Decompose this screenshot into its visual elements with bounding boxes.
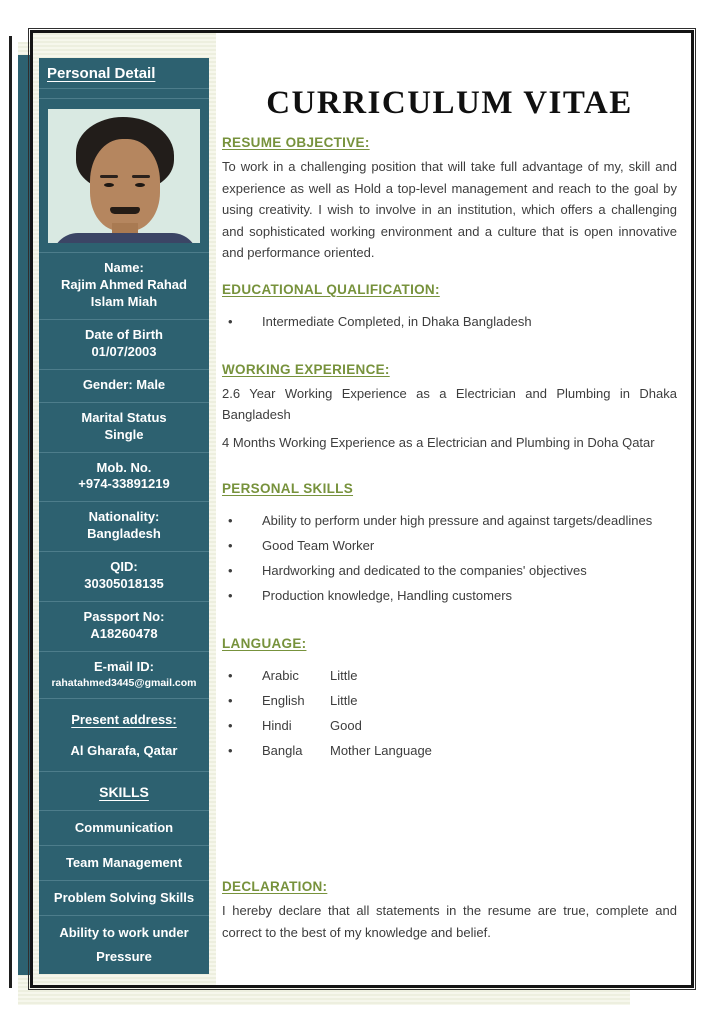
skills-header-label: SKILLS <box>99 783 149 800</box>
field-marital-value: Single <box>104 426 144 442</box>
bullet-icon: • <box>228 563 233 578</box>
bullet-icon: • <box>228 718 233 733</box>
photo-eyebrow-left <box>100 175 118 178</box>
field-qid-value: 30305018135 <box>84 576 164 592</box>
field-passport <box>39 601 209 651</box>
declaration-heading: DECLARATION: <box>222 879 328 894</box>
personal-skill-row <box>222 585 677 606</box>
cv-page <box>30 30 694 988</box>
skill-item <box>39 915 209 974</box>
field-name-value: Rajim Ahmed Rahad Islam Miah <box>61 277 187 310</box>
field-marital-label: Marital Status <box>81 409 167 425</box>
scan-shadow-line <box>9 36 12 988</box>
field-mobile <box>39 452 209 502</box>
field-nationality-label: Nationality: <box>88 509 160 525</box>
working-experience-heading: WORKING EXPERIENCE: <box>222 361 390 377</box>
resume-objective-text: To work in a challenging position that will take full advantage of my, skill and experience as well as Hold a top-level management and reach to the goal by using creativity. I wish to involve in an institution, which offers a challenging and sophisticated working environment and a culture that is open innovative and performance oriented. <box>222 159 677 260</box>
bullet-icon: • <box>228 513 233 528</box>
field-email <box>39 651 209 698</box>
photo-eye-left <box>104 183 114 187</box>
skill-item <box>39 880 209 915</box>
cv-main-content <box>216 33 691 985</box>
language-level: Little <box>330 668 358 683</box>
field-dob-label: Date of Birth <box>85 327 163 343</box>
language-heading: LANGUAGE: <box>222 636 307 651</box>
personal-skills-heading: PERSONAL SKILLS <box>222 481 354 496</box>
field-name-label: Name: <box>104 260 144 276</box>
education-bullet-row <box>222 311 677 332</box>
present-address-label: Present address: <box>71 711 177 727</box>
field-date-of-birth <box>39 319 209 369</box>
education-heading: EDUCATIONAL QUALIFICATION: <box>222 281 440 297</box>
field-passport-value: A18260478 <box>90 625 158 641</box>
personal-skill-row <box>222 535 677 556</box>
skill-work-under-pressure: Ability to work under Pressure <box>59 924 189 964</box>
language-name: English <box>262 693 305 708</box>
field-gender-label: Gender: Male <box>82 376 166 392</box>
personal-skill-text: Ability to perform under high pressure and against targets/deadlines <box>262 513 653 528</box>
field-marital-status <box>39 402 209 452</box>
field-dob-value: 01/07/2003 <box>91 344 157 360</box>
field-qid <box>39 551 209 601</box>
language-name: Hindi <box>262 718 292 733</box>
language-level: Little <box>330 693 358 708</box>
sidebar-header-label: Personal Detail <box>47 65 156 82</box>
personal-skill-text: Hardworking and dedicated to the companies' objectives <box>262 563 587 578</box>
field-mobile-value: +974-33891219 <box>78 476 170 492</box>
bullet-icon: • <box>228 538 233 553</box>
page-title: CURRICULUM VITAE <box>266 85 633 121</box>
bullet-icon: • <box>228 693 233 708</box>
present-address-block <box>39 698 209 771</box>
skill-item <box>39 810 209 845</box>
declaration-text: I hereby declare that all statements in the resume are true, complete and correct to the best of my knowledge and belief. <box>222 903 677 940</box>
language-row <box>222 690 677 711</box>
resume-objective-heading: RESUME OBJECTIVE: <box>222 135 370 150</box>
personal-skill-row <box>222 510 677 531</box>
profile-photo <box>48 109 200 244</box>
field-email-label: E-mail ID: <box>94 658 154 674</box>
language-level: Good <box>330 718 362 733</box>
skill-problem-solving: Problem Solving Skills <box>53 889 195 905</box>
field-nationality <box>39 501 209 551</box>
personal-skill-text: Production knowledge, Handling customers <box>262 588 513 603</box>
field-name <box>39 252 209 319</box>
bullet-icon: • <box>228 743 233 758</box>
photo-hoodie-shape <box>52 233 198 244</box>
bullet-icon: • <box>228 668 233 683</box>
bullet-icon: • <box>228 588 233 603</box>
language-name: Bangla <box>262 743 303 758</box>
field-nationality-value: Bangladesh <box>87 526 161 542</box>
education-bullet-text: Intermediate Completed, in Dhaka Bangladesh <box>262 313 532 329</box>
language-name: Arabic <box>262 668 299 683</box>
language-row <box>222 715 677 736</box>
photo-eyebrow-right <box>132 175 150 178</box>
skill-communication: Communication <box>74 819 174 835</box>
language-row <box>222 665 677 686</box>
bullet-icon: • <box>228 313 233 329</box>
photo-mustache <box>110 207 140 214</box>
personal-skill-row <box>222 560 677 581</box>
field-mobile-label: Mob. No. <box>96 459 152 475</box>
language-row <box>222 740 677 761</box>
language-level: Mother Language <box>330 743 432 758</box>
skill-team-management: Team Management <box>65 854 183 870</box>
skill-item <box>39 845 209 880</box>
sidebar-header <box>39 58 209 89</box>
field-passport-label: Passport No: <box>83 608 165 624</box>
field-gender <box>39 369 209 402</box>
sidebar-header-divider <box>39 89 209 99</box>
personal-detail-sidebar <box>39 58 209 974</box>
photo-eye-right <box>135 183 145 187</box>
personal-skill-text: Good Team Worker <box>262 538 375 553</box>
experience-paragraph-2: 4 Months Working Experience as a Electrician and Plumbing in Doha Qatar <box>222 434 655 450</box>
present-address-value: Al Gharafa, Qatar <box>70 742 178 758</box>
field-email-value: rahatahmed3445@gmail.com <box>51 676 197 689</box>
photo-face-shape <box>90 139 160 231</box>
field-qid-label: QID: <box>110 559 138 575</box>
skills-header <box>39 771 209 810</box>
experience-paragraph-1: 2.6 Year Working Experience as a Electrician and Plumbing in Dhaka Bangladesh <box>222 385 677 422</box>
